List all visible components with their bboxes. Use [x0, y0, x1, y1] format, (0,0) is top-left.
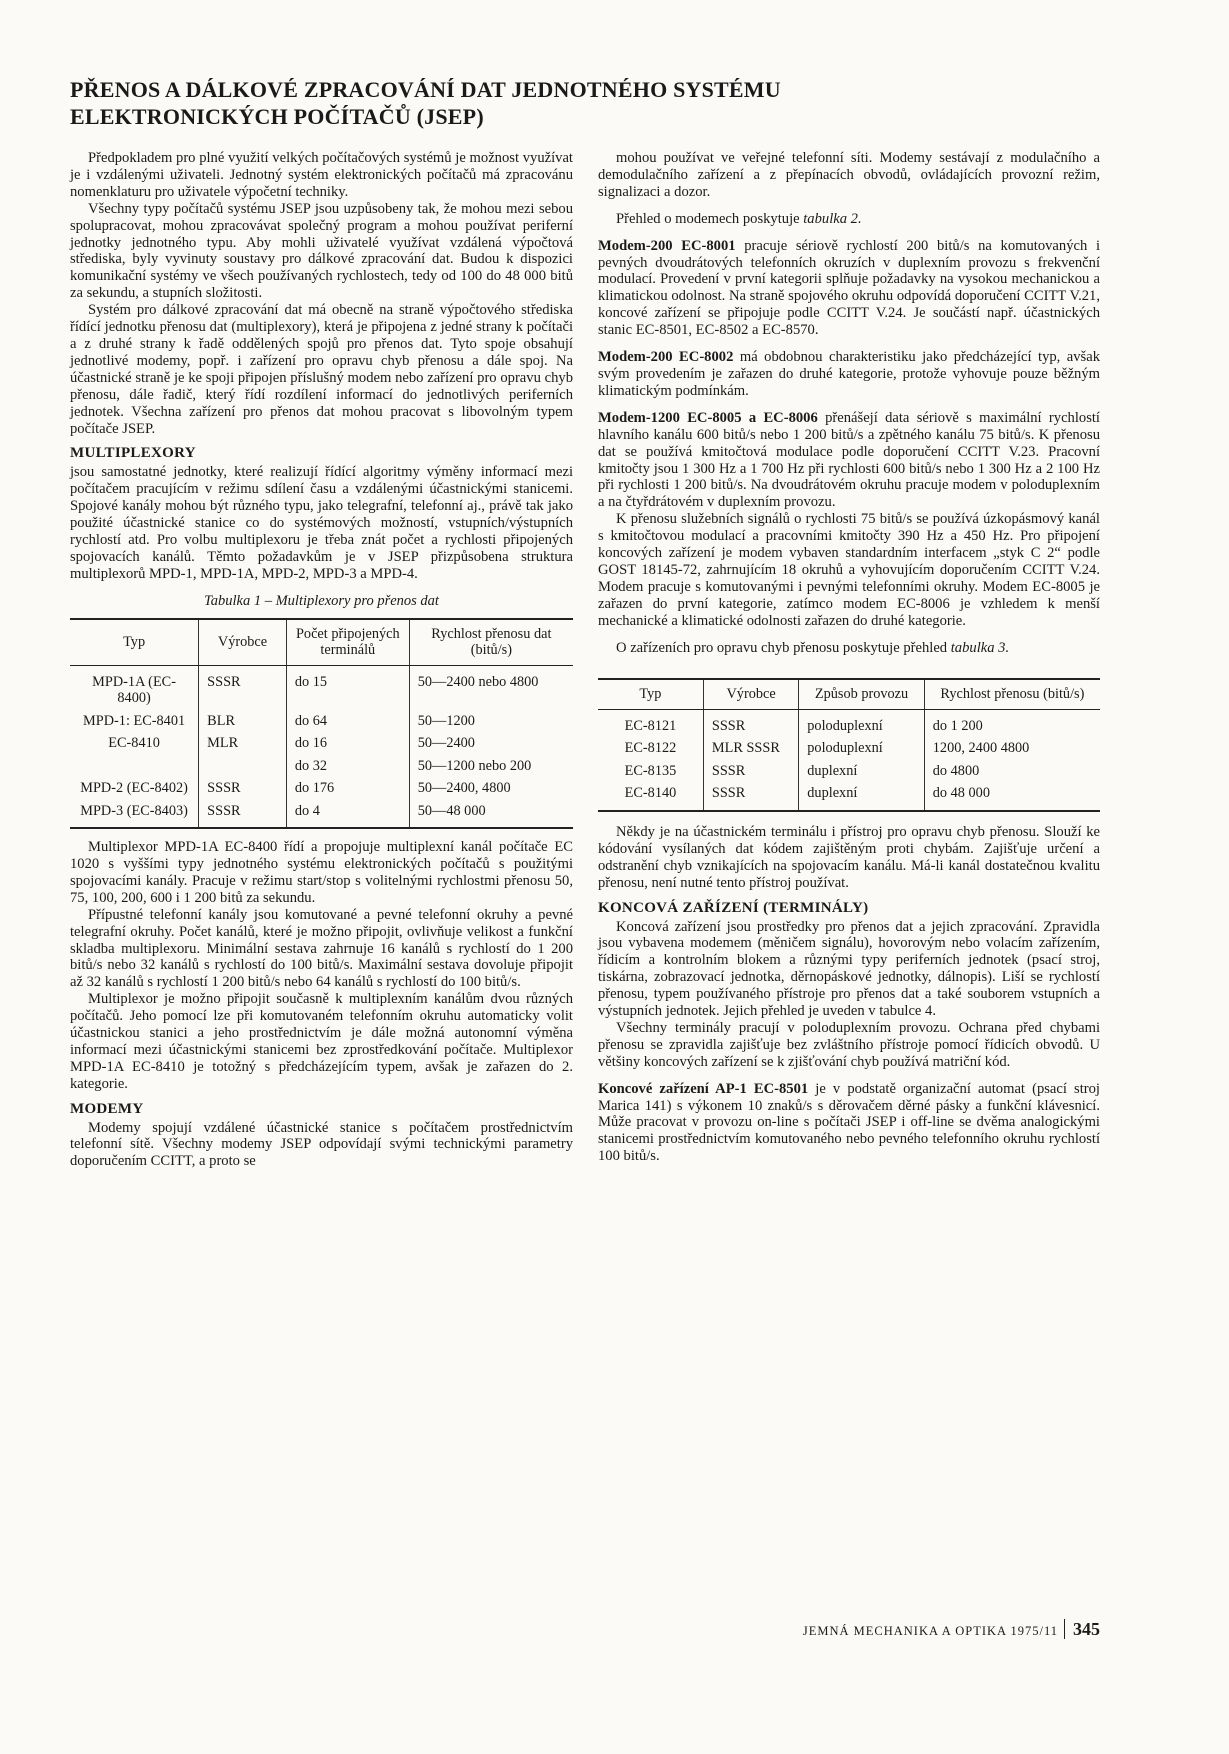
- table-cell: do 48 000: [924, 782, 1100, 811]
- paragraph: [598, 238, 1100, 339]
- table-1-caption: Tabulka 1 – Multiplexory pro přenos dat: [204, 592, 439, 609]
- text: Přehled o modemech poskytuje: [616, 210, 804, 227]
- paragraph: Multiplexor MPD-1A EC-8400 řídí a propojuje multiplexní kanál počítače EC 1020 s vyššími typy jednotného systému elektronických počítačů s použitými spojovacími kanály. Pracuje v režimu start/stop s volitelnými rychlostmi přenosu 50, 75, 100, 200, 600 i 1 200 bitů za sekundu.: [70, 839, 573, 906]
- section-heading-terminaly: KONCOVÁ ZAŘÍZENÍ (TERMINÁLY): [598, 899, 869, 916]
- table-row: [70, 777, 573, 800]
- table-cell: do 176: [286, 777, 409, 800]
- paragraph: [598, 211, 1100, 228]
- table-cell: SSSR: [703, 760, 798, 783]
- table-cell: SSSR: [199, 665, 287, 710]
- table-cell: 50—1200: [409, 710, 573, 733]
- terminal-name: Koncové zařízení AP-1 EC-8501: [598, 1080, 809, 1097]
- section-heading-modemy: MODEMY: [70, 1100, 144, 1117]
- paragraph: Systém pro dálkové zpracování dat má obecně na straně výpočtového střediska řídící jednotku přenosu dat (multiplexory), která je připojena z jedné strany k počítači a z druhé strany k řadě oddělených spojů pro přenos dat. Tyto spoje obsahují jednotlivé modemy, popř. i zařízení pro opravu chyb přenosu a dále spoj. Na účastnické straně je ke spoji připojen příslušný modem nebo zařízení pro opravu chyb přenosu, dále řadič, který řídí rozdílení informací do jednotlivých periferních jednotek. Všechna zařízení pro přenos dat mohou pracovat s libovolným typem počítače JSEP.: [70, 302, 573, 437]
- text: je v podstatě organizační automat (psací stroj Marica 141) s výkonem 10 znaků/s s děrovačem děrné pásky a funkční klávesnicí. Může pracovat v provozu on-line s počítači JSEP i off-line se dvěma analogickými stanicemi prostřednictvím komutovaného nebo pevného telefonního okruhu rychlostí 100 bitů/s.: [598, 1080, 1100, 1165]
- paragraph: mohou používat ve veřejné telefonní síti. Modemy sestávají z modulačního a demodulačního zařízení a z přepínacích obvodů, ovládajících provozní režim, signalizaci a dozor.: [598, 150, 1100, 200]
- paragraph: [598, 410, 1100, 511]
- section-heading-multiplexory: MULTIPLEXORY: [70, 445, 196, 462]
- table-cell: EC-8410: [108, 735, 160, 752]
- table-reference: tabulka 2.: [803, 210, 862, 227]
- journal-name: JEMNÁ MECHANIKA A OPTIKA 1975/11: [802, 1624, 1058, 1638]
- table-cell: do 16: [286, 732, 409, 755]
- paragraph: Multiplexor je možno připojit současně k multiplexním kanálům dvou různých počítačů. Jeho pomocí lze při komutovaném telefonním okruhu automaticky volit účastnickou stanici a jeho prostřednictvím je dále možná autonomní výměna informací mezi účastnickými stanicemi bez zprostředkování počítače. Multiplexor MPD-1A EC-8410 je totožný s předcházejícím typem, avšak je zařazen do 2. kategorie.: [70, 991, 573, 1092]
- text: pracuje sériově rychlostí 200 bitů/s na komutovaných i pevných dvoudrátových telefonních okruzích v duplexním provozu s frekvenční modulací. Provedení v první kategorii splňuje požadavky na vysokou mechanickou a klimatickou odolnost. Na straně spojového okruhu odpovídá doporučení CCITT V.21, koncové zařízení se připojuje podle CCITT V.24. Je součástí např. účastnických stanic EC-8501, EC-8502 a EC-8570.: [598, 237, 1101, 339]
- table-cell: EC-8135: [624, 762, 677, 779]
- page-number: 345: [1064, 1619, 1100, 1639]
- table-cell: MPD-2 (EC-8402): [80, 780, 188, 797]
- table-row: [598, 782, 1100, 811]
- table-cell: [70, 755, 199, 778]
- paragraph: Někdy je na účastnickém terminálu i přístroj pro opravu chyb přenosu. Slouží ke kódování vysílaných dat kódem zajištěným proti chybám. Zajišťuje určení a odstranění chyb vznikajících na spojovacím kanálu. Má-li kanál dostatečnou kvalitu přenosu, není nutné tento přístroj používat.: [598, 823, 1100, 891]
- table-cell: BLR: [199, 710, 287, 733]
- table-header: Rychlost přenosu (bitů/s): [924, 679, 1100, 709]
- table-cell: MPD-1A (EC-8400): [92, 673, 176, 707]
- table-cell: SSSR: [199, 800, 287, 829]
- table-header: Počet připojených terminálů: [286, 619, 409, 666]
- table-row: [598, 709, 1100, 737]
- table-cell: poloduplexní: [799, 709, 925, 737]
- table-cell: [199, 755, 287, 778]
- table-header: Výrobce: [703, 679, 798, 709]
- table-row: [70, 665, 573, 710]
- table-1: [70, 618, 573, 830]
- table-cell: 50—2400 nebo 4800: [409, 665, 573, 710]
- table-cell: do 4: [286, 800, 409, 829]
- table-cell: poloduplexní: [799, 737, 925, 760]
- table-cell: do 64: [286, 710, 409, 733]
- modem-name: Modem-200 EC-8001: [598, 237, 736, 254]
- text: má obdobnou charakteristiku jako předcházející typ, avšak svým provedením je zařazen do druhé kategorie, protože vyhovuje pouze běžným klimatickým podmínkám.: [598, 349, 1101, 399]
- paragraph: Koncová zařízení jsou prostředky pro přenos dat a jejich zpracování. Zpravidla jsou vybavena modemem (měničem signálu), hovorovým nebo volacím zařízením, řídicím a kontrolním blokem a různými typy periferních jednotek (psací stroj, tiskárna, zobrazovací jednotka, děrnopáskové jednotky, dálnopis). Liší se rychlostí přenosu, typem používaného přístroje pro přenos dat a také souborem vstupních a výstupních jednotek. Jejich přehled je uveden v tabulce 4.: [598, 918, 1100, 1020]
- paragraph: Modemy spojují vzdálené účastnické stanice s počítačem prostřednictvím telefonní sítě. Všechny modemy JSEP odpovídají svými technickými parametry doporučením CCITT, a proto se: [70, 1119, 573, 1170]
- table-header: Typ: [70, 619, 199, 666]
- paragraph: Všechny terminály pracují v poloduplexním provozu. Ochrana před chybami přenosu se zpravidla zajišťuje bez zvláštního přístroje pomocí řídicích obvodů. U většiny koncových zařízení se k zjišťování chyb používá matriční kód.: [598, 1019, 1100, 1070]
- table-cell: MLR SSSR: [703, 737, 798, 760]
- table-cell: MPD-3 (EC-8403): [80, 802, 188, 819]
- article-title: [70, 76, 1110, 130]
- table-cell: 50—48 000: [409, 800, 573, 829]
- table-cell: SSSR: [703, 782, 798, 811]
- table-reference: tabulka 3.: [950, 639, 1010, 656]
- table-header: Způsob provozu: [799, 679, 925, 709]
- table-cell: 50—2400: [409, 732, 573, 755]
- table-cell: MPD-1: EC-8401: [83, 712, 186, 729]
- paragraph: Všechny typy počítačů systému JSEP jsou uzpůsobeny tak, že mohou mezi sebou spolupracovat, mohou zpracovávat společný program a mohou používat periferní jednotky jednotného typu. Aby mohli uživatelé využívat vzdálená výpočtová střediska, byly vyvinuty soustavy pro dálkové zpracování dat. Budou k dispozici komunikační systémy ve všech používaných rychlostech, tedy od 100 do 48 000 bitů za sekundu, a stupních složitosti.: [70, 200, 573, 302]
- table-header: Typ: [598, 679, 703, 709]
- table-3: [598, 678, 1100, 812]
- table-cell: do 1 200: [924, 709, 1100, 737]
- modem-name: Modem-200 EC-8002: [598, 349, 734, 366]
- table-cell: EC-8122: [624, 740, 677, 757]
- table-cell: 1200, 2400 4800: [924, 737, 1100, 760]
- table-row: [598, 760, 1100, 783]
- table-header: Výrobce: [199, 619, 287, 666]
- page-footer: [770, 1619, 1100, 1640]
- table-cell: EC-8121: [624, 717, 677, 734]
- table-cell: EC-8140: [624, 785, 677, 802]
- title-line-1: PŘENOS A DÁLKOVÉ ZPRACOVÁNÍ DAT JEDNOTNÉHO SYSTÉMU: [70, 77, 781, 102]
- table-cell: MLR: [199, 732, 287, 755]
- right-column: [598, 150, 1100, 1165]
- text: přenášejí data sériově s maximální rychlostí hlavního kanálu 600 bitů/s nebo 1 200 bitů/s a zpětného kanálu 75 bitů/s. K přenosu dat se používá kmitočtová modulace podle doporučení CCITT V.23. Pracovní kmitočty jsou 1 300 Hz a 1 700 Hz při rychlosti 600 bitů/s nebo 1 300 Hz a 2 100 Hz při rychlosti 1 200 bitů/s. Na dvoudrátovém okruhu pracuje modem v poloduplexním a na čtyřdrátovém v duplexním provozu.: [598, 409, 1100, 511]
- title-line-2: ELEKTRONICKÝCH POČÍTAČŮ (JSEP): [70, 104, 484, 129]
- table-header: Rychlost přenosu dat (bitů/s): [409, 619, 573, 666]
- paragraph: Přípustné telefonní kanály jsou komutované a pevné telefonní okruhy a pevné telegrafní okruhy. Počet kanálů, které je možno připojit, ovlivňuje velikost a funkční skladba multiplexoru. Minimální sestava zahrnuje 16 kanálů s rychlostí do 1 200 bitů/s nebo 32 kanálů s rychlostí do 100 bitů/s. Maximální sestava dovoluje připojit až 32 kanálů s rychlostí 1 200 bitů/s nebo 64 kanálů s rychlostí do 100 bitů/s.: [70, 906, 573, 991]
- table-cell: duplexní: [799, 782, 925, 811]
- paragraph: K přenosu služebních signálů o rychlosti 75 bitů/s se používá úzkopásmový kanál s kmitočtovou modulací a pracovními kmitočty 390 Hz a 450 Hz. Pro připojení koncových zařízení je modem vybaven standardním interfacem „styk C 2“ podle GOST 18145-72, zahrnujícím 18 okruhů a vyhovujícím doporučením CCITT V.24. Modem pracuje s komutovanými i pevnými telefonními okruhy. Modem EC-8005 je zařazen do první kategorie, zatímco modem EC-8006 je vzhledem k menší mechanické a klimatické odolnosti zařazen do druhé kategorie.: [598, 511, 1100, 629]
- table-cell: 50—2400, 4800: [409, 777, 573, 800]
- paragraph: jsou samostatné jednotky, které realizují řídící algoritmy výměny informací mezi počítačem pracujícím v režimu sdílení času a vzdálenými účastnickými stanicemi. Spojové kanály mohou být různého typu, jako telegrafní, telefonní aj., právě tak jako použité účastnické stanice co do systémových možností, vstupních/výstupních rychlostí atd. Pro volbu multiplexoru je třeba znát počet a rychlosti připojených spojovacích kanálů. Těmto požadavkům je v JSEP přizpůsobena struktura multiplexorů MPD-1, MPD-1A, MPD-2, MPD-3 a MPD-4.: [70, 464, 573, 582]
- left-column: [70, 150, 573, 1170]
- table-cell: do 32: [286, 755, 409, 778]
- paragraph: Předpokladem pro plné využití velkých počítačových systémů je možnost využívat je i vzdálenými uživateli. Jednotný systém elektronických počítačů má zpracovánu nomenklaturu pro uživatele výpočetní techniky.: [70, 150, 573, 200]
- table-cell: duplexní: [799, 760, 925, 783]
- table-cell: SSSR: [199, 777, 287, 800]
- table-cell: do 15: [286, 665, 409, 710]
- table-cell: do 4800: [924, 760, 1100, 783]
- paragraph: [598, 1081, 1100, 1166]
- table-row: [70, 710, 573, 733]
- table-row: [70, 732, 573, 755]
- paragraph: [598, 349, 1100, 400]
- table-cell: 50—1200 nebo 200: [409, 755, 573, 778]
- text: O zařízeních pro opravu chyb přenosu poskytuje přehled: [616, 639, 951, 656]
- table-row: [70, 800, 573, 829]
- paragraph: [598, 640, 1100, 657]
- table-row: [598, 737, 1100, 760]
- table-cell: SSSR: [703, 709, 798, 737]
- table-row: [70, 755, 573, 778]
- modem-name: Modem-1200 EC-8005 a EC-8006: [598, 409, 818, 426]
